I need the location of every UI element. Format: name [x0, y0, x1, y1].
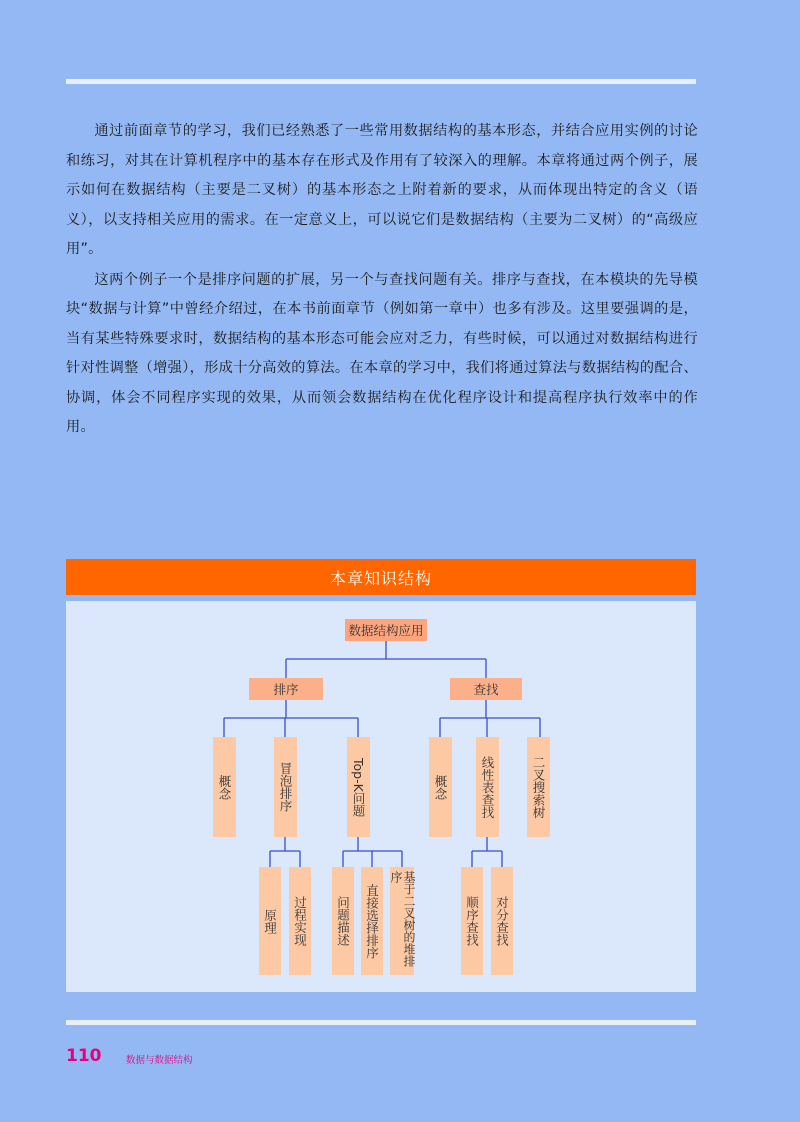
node-root [345, 619, 427, 641]
node-principle-label: 原理 [262, 908, 278, 934]
node-selection-sort-label: 直接选择排序 [364, 883, 380, 959]
node-bst [527, 737, 550, 837]
node-search [450, 678, 522, 700]
node-process-implementation-label: 过程实现 [292, 896, 308, 946]
node-linear-search [476, 737, 499, 837]
knowledge-structure-diagram [66, 601, 696, 992]
node-problem-description [332, 867, 354, 975]
node-sequential-search [461, 867, 483, 975]
node-bubble-sort-label: 冒泡排序 [278, 762, 293, 812]
node-problem-description-label: 问题描述 [335, 896, 351, 946]
node-search-concept-label: 概念 [433, 774, 448, 800]
node-bst-label: 二叉搜索树 [531, 755, 546, 819]
paragraph-2: 这两个例子一个是排序问题的扩展，另一个与查找问题有关。排序与查找，在本模块的先导模块“数据与计算”中曾经介绍过，在本书前面章节（例如第一章中）也多有涉及。这里要强调的是，当有某些特殊要求时，数据结构的基本形态可能会应对乏力，有些时候，可以通过对数据结构进行针对性调整（增强），形成十分高效的算法。在本章的学习中，我们将通过算法与数据结构的配合、协调，体会不同程序实现的效果，从而领会数据结构在优化程序设计和提高程序执行效率中的作用。 [66, 271, 698, 435]
node-binary-search-label: 对分查找 [494, 896, 510, 946]
banner-title: 本章知识结构 [329, 568, 432, 588]
node-topk-label: Top-K问题 [351, 757, 366, 817]
node-binary-search [491, 867, 513, 975]
node-search-label: 查找 [473, 682, 499, 697]
node-heap-sort [390, 867, 414, 975]
node-sequential-search-label: 顺序查找 [464, 896, 480, 946]
page-number: 110 [66, 1046, 102, 1066]
running-footer-title: 数据与数据结构 [126, 1055, 193, 1066]
intro-text [66, 117, 698, 444]
node-search-concept [429, 737, 452, 837]
node-sort [249, 678, 323, 700]
node-linear-search-label: 线性表查找 [480, 755, 495, 819]
bottom-rule [66, 1020, 696, 1025]
knowledge-structure-banner [66, 559, 696, 595]
node-topk [347, 737, 370, 837]
node-selection-sort [361, 867, 383, 975]
paragraph-1: 通过前面章节的学习，我们已经熟悉了一些常用数据结构的基本形态，并结合应用实例的讨论和练习，对其在计算机程序中的基本存在形式及作用有了较深入的理解。本章将通过两个例子，展示如何在数据结构（主要是二叉树）的基本形态之上附着新的要求，从而体现出特定的含义（语义），以支持相关应用的需求。在一定意义上，可以说它们是数据结构（主要为二叉树）的“高级应用”。 [66, 123, 698, 257]
node-sort-label: 排序 [273, 682, 299, 697]
node-sort-concept [213, 737, 236, 837]
node-principle [259, 867, 281, 975]
node-bubble-sort [274, 737, 297, 837]
node-process-implementation [289, 867, 311, 975]
node-root-label: 数据结构应用 [348, 623, 424, 638]
top-rule [66, 79, 696, 84]
node-sort-concept-label: 概念 [217, 774, 232, 800]
node-heap-sort-label: 基于二叉树的堆排序 [389, 871, 416, 967]
